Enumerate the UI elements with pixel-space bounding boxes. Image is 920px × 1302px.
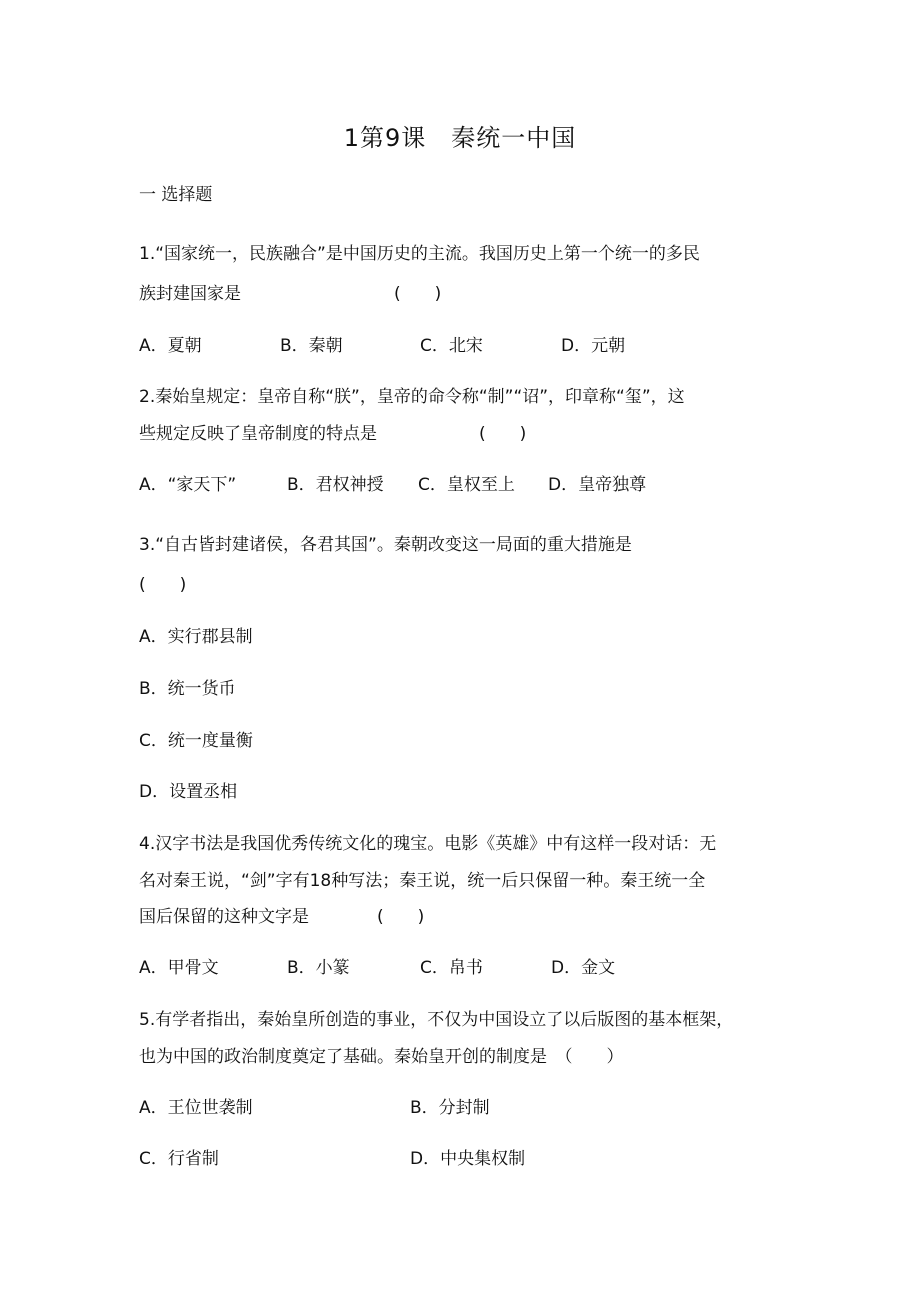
question-2-option-b: B．君权神授	[287, 475, 384, 495]
question-3-line-1: 3.“自古皆封建诸侯，各君其国”。秦朝改变这一局面的重大措施是	[139, 535, 632, 555]
question-2-line-1: 2.秦始皇规定：皇帝自称“朕”，皇帝的命令称“制”“诏”，印章称“玺”，这	[139, 387, 685, 407]
question-5-option-d: D．中央集权制	[410, 1149, 526, 1169]
question-5-line-1: 5.有学者指出，秦始皇所创造的事业，不仅为中国设立了以后版图的基本框架，	[139, 1010, 734, 1030]
question-5-option-b: B．分封制	[410, 1098, 490, 1118]
question-4-option-c: C．帛书	[420, 958, 483, 978]
question-2-option-a: A．“家天下”	[139, 475, 237, 495]
question-1-option-c: C．北宋	[420, 336, 483, 356]
question-2-option-c: C．皇权至上	[418, 475, 515, 495]
question-2-line-2: 些规定反映了皇帝制度的特点是 ( )	[139, 424, 527, 444]
question-3-option-d: D．设置丞相	[139, 782, 238, 802]
question-1-option-a: A．夏朝	[139, 336, 202, 356]
question-4-line-3: 国后保留的这种文字是 ( )	[139, 907, 425, 927]
question-3-option-b: B．统一货币	[139, 679, 236, 699]
section-heading: 一 选择题	[139, 185, 213, 205]
question-4-option-d: D．金文	[551, 958, 616, 978]
question-4-option-a: A．甲骨文	[139, 958, 219, 978]
question-1-line-1: 1.“国家统一，民族融合”是中国历史的主流。我国历史上第一个统一的多民	[139, 244, 700, 264]
question-1-option-b: B．秦朝	[280, 336, 343, 356]
question-3-option-c: C．统一度量衡	[139, 731, 253, 751]
question-1-option-d: D．元朝	[561, 336, 626, 356]
question-4-option-b: B．小篆	[287, 958, 350, 978]
question-4-line-1: 4.汉字书法是我国优秀传统文化的瑰宝。电影《英雄》中有这样一段对话：无	[139, 834, 717, 854]
question-3-line-2: ( )	[139, 575, 187, 595]
question-4-line-2: 名对秦王说，“剑”字有18种写法；秦王说，统一后只保留一种。秦王统一全	[139, 871, 706, 891]
page-title: 1第9课 秦统一中国	[343, 124, 577, 152]
question-1-line-2: 族封建国家是 ( )	[139, 284, 442, 304]
question-5-line-2: 也为中国的政治制度奠定了基础。秦始皇开创的制度是 （ ）	[139, 1047, 624, 1067]
question-2-option-d: D．皇帝独尊	[548, 475, 647, 495]
question-5-option-a: A．王位世袭制	[139, 1098, 253, 1118]
question-3-option-a: A．实行郡县制	[139, 627, 253, 647]
question-5-option-c: C．行省制	[139, 1149, 219, 1169]
